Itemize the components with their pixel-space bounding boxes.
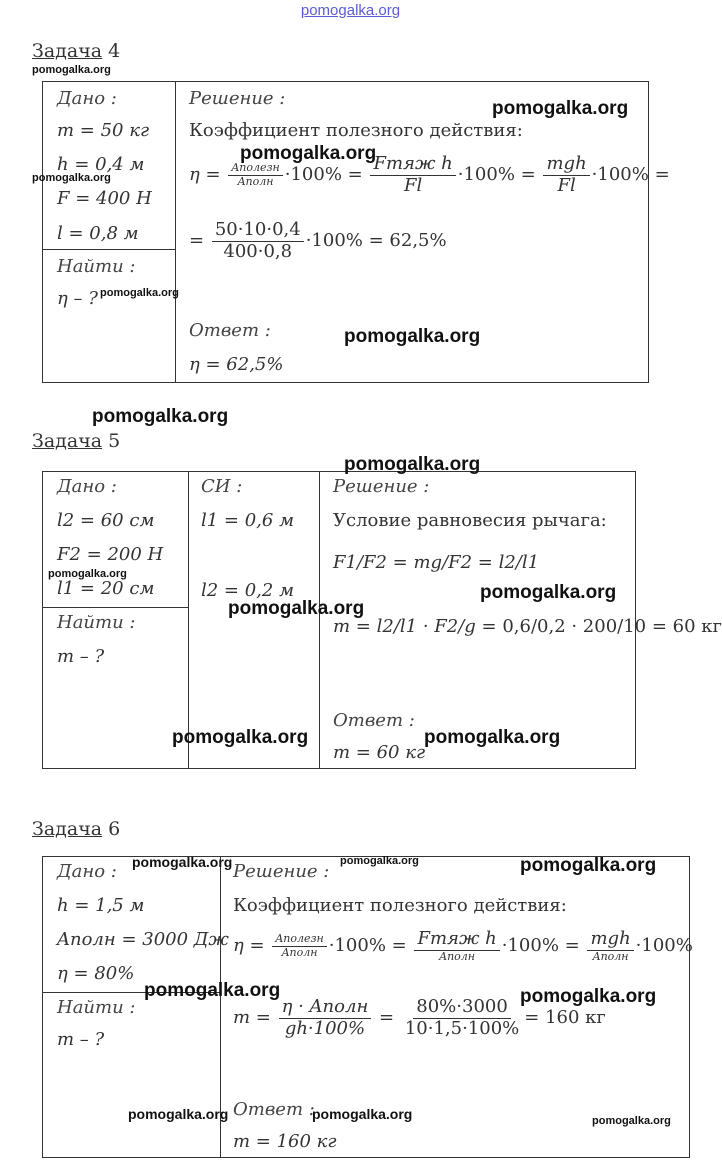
task5-si-0: l1 = 0,6 м <box>201 510 295 531</box>
task6-find-label: Найти : <box>57 997 136 1018</box>
task5-answer-label: Ответ : <box>333 710 415 731</box>
task5-answer: m = 60 кг <box>333 742 426 763</box>
task5-solution-text: Условие равновесия рычага: <box>333 510 607 531</box>
task4-calc: = $\frac{50\cdot 10\cdot 0,4}{400\cdot 0,8}$ ·100% = 62,5% <box>189 219 447 262</box>
task4-find-label: Найти : <box>57 256 136 277</box>
watermark: pomogalka.org <box>424 727 561 748</box>
task4-solution-label: Решение : <box>189 88 286 109</box>
task6-solution-text: Коэффициент полезного действия: <box>233 895 567 916</box>
task5-title: Задача 5 <box>32 430 121 452</box>
watermark: pomogalka.org <box>520 855 657 876</box>
watermark: pomogalka.org <box>340 855 419 867</box>
task5-find-label: Найти : <box>57 612 136 633</box>
task4-given-label: Дано : <box>57 88 117 109</box>
header-site-link[interactable]: pomogalka.org <box>300 2 401 19</box>
task6-title: Задача 6 <box>32 818 121 840</box>
task5-solution-label: Решение : <box>333 476 430 497</box>
task6-formula: η = $\frac{\text{Aполезн}}{\text{Aполн}}$ ·100% = $\frac{\text{Fтяж h}}{\text{Aполн}}$ ·100% = $\frac{\text{mgh}}{\text{Aполн}}$ ·100% <box>233 928 693 963</box>
watermark: pomogalka.org <box>520 986 657 1007</box>
task4-answer: η = 62,5% <box>189 354 284 375</box>
watermark: pomogalka.org <box>100 287 179 299</box>
task5-find: m – ? <box>57 646 105 667</box>
watermark: pomogalka.org <box>32 172 111 184</box>
task6-solution-label: Решение : <box>233 861 330 882</box>
task4-title: Задача 4 <box>32 40 121 62</box>
task4-formula: η = $\frac{\text{Aполезн}}{\text{Aполн}}$ ·100% = $\frac{\text{Fтяж h}}{Fl}$ ·100% = $\frac{\text{mgh}}{Fl}$ ·100% = <box>189 153 670 196</box>
watermark: pomogalka.org <box>228 598 365 619</box>
task4-given-2: F = 400 Н <box>57 188 152 209</box>
task6-find: m – ? <box>57 1029 105 1050</box>
task4-given-3: l = 0,8 м <box>57 223 139 244</box>
watermark: pomogalka.org <box>144 980 281 1001</box>
task5-si-label: СИ : <box>201 476 243 497</box>
watermark: pomogalka.org <box>128 1106 229 1122</box>
task5-given-0: l2 = 60 см <box>57 510 155 531</box>
task4-answer-label: Ответ : <box>189 320 271 341</box>
task6-given-2: η = 80% <box>57 963 135 984</box>
watermark: pomogalka.org <box>592 1115 671 1127</box>
watermark: pomogalka.org <box>32 64 111 76</box>
watermark: pomogalka.org <box>480 582 617 603</box>
task4-given-0: m = 50 кг <box>57 120 150 141</box>
task6-given-1: Aполн = 3000 Дж <box>57 929 229 950</box>
watermark: pomogalka.org <box>312 1106 413 1122</box>
task4-given-1: h = 0,4 м <box>57 154 145 175</box>
task5-given-2: l1 = 20 см <box>57 578 155 599</box>
task6-answer: m = 160 кг <box>233 1131 337 1152</box>
task4-solution-text: Коэффициент полезного действия: <box>189 120 523 141</box>
task5-given-1: F2 = 200 Н <box>57 544 164 565</box>
task6-answer-label: Ответ : <box>233 1099 315 1120</box>
watermark: pomogalka.org <box>344 326 481 347</box>
task5-si-1: l2 = 0,2 м <box>201 580 295 601</box>
watermark: pomogalka.org <box>492 98 629 119</box>
watermark: pomogalka.org <box>48 568 127 580</box>
watermark: pomogalka.org <box>344 454 481 475</box>
task6-given-0: h = 1,5 м <box>57 895 145 916</box>
watermark: pomogalka.org <box>240 143 377 164</box>
task5-eq1: F1/F2 = mg/F2 = l2/l1 <box>333 552 540 573</box>
watermark: pomogalka.org <box>92 406 229 427</box>
task5-given-label: Дано : <box>57 476 117 497</box>
task6-mass-formula: m = $\frac{\text{η · Aполн}}{gh\cdot 100\%}$ = $\frac{80\%\cdot 3000}{10\cdot 1,5\cdot 100\%}$ = 160 кг <box>233 996 606 1039</box>
task6-given-label: Дано : <box>57 861 117 882</box>
watermark: pomogalka.org <box>132 854 233 870</box>
task4-find: η – ? <box>57 288 98 309</box>
task5-table <box>42 471 722 769</box>
task5-eq2: m = l2/l1 · F2/g = 0,6/0,2 · 200/10 = 60 кг <box>333 616 722 637</box>
watermark: pomogalka.org <box>172 727 309 748</box>
